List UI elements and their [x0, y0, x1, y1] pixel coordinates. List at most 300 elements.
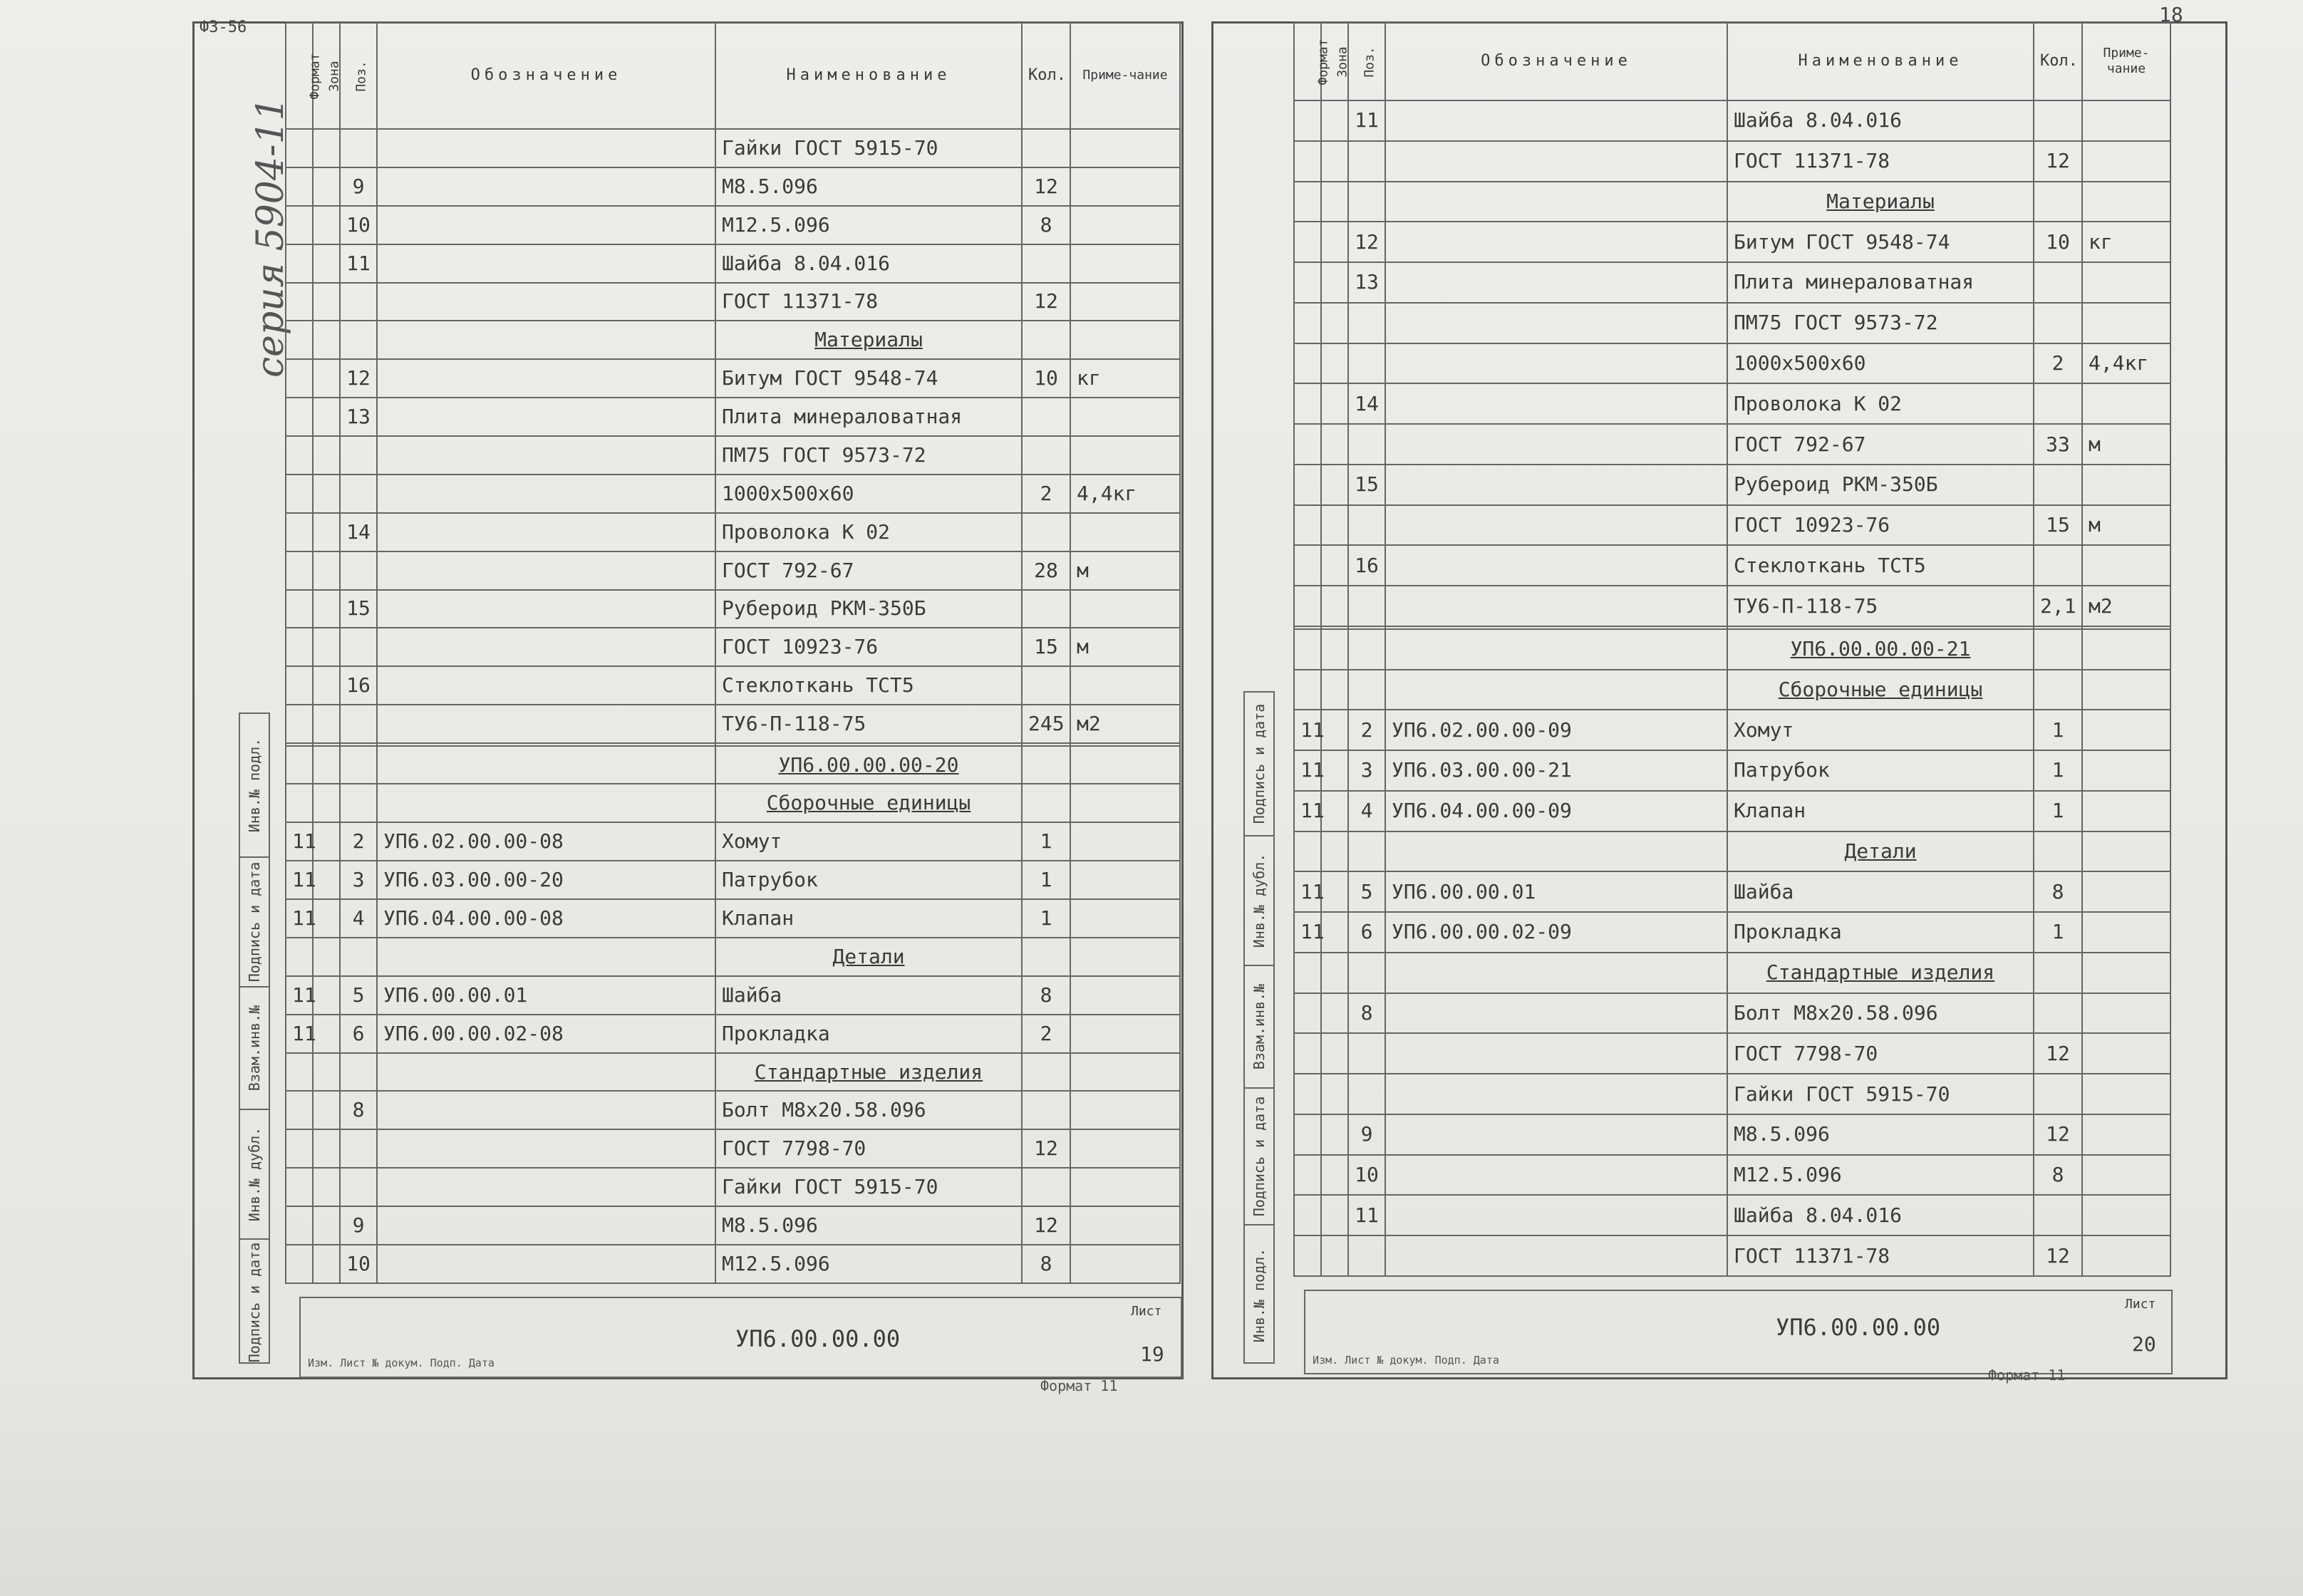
qty-cell: 12 — [2034, 1033, 2082, 1074]
qty-cell: 12 — [2034, 1235, 2082, 1276]
note-cell — [2082, 1074, 2170, 1114]
stamp-sheet-number: 20 — [2132, 1332, 2156, 1356]
format-cell — [1294, 100, 1321, 141]
designation-cell — [1385, 141, 1727, 182]
format-cell — [1294, 303, 1321, 343]
zone-cell — [1321, 262, 1348, 303]
note-cell — [2082, 993, 2170, 1034]
qty-cell — [1022, 666, 1070, 705]
side-label: Подпись и дата — [1251, 703, 1268, 824]
header-zone: Зона — [313, 22, 340, 129]
spec-row — [1294, 831, 2170, 872]
header-name: Наименование — [715, 22, 1022, 129]
spec-row — [1294, 343, 2170, 384]
qty-cell: 1 — [1022, 861, 1070, 899]
spec-row — [286, 784, 1180, 822]
designation-cell — [377, 398, 715, 436]
note-cell — [2082, 100, 2170, 141]
note-cell — [1070, 938, 1180, 976]
spec-row — [1294, 953, 2170, 993]
zone-cell — [313, 436, 340, 475]
designation-cell — [377, 1053, 715, 1092]
pos-cell: 15 — [1348, 465, 1385, 505]
side-label: Подпись и дата — [246, 1242, 263, 1363]
qty-cell — [2034, 629, 2082, 670]
spec-row — [286, 1168, 1180, 1206]
stamp-grid-labels: Изм. Лист № докум. Подп. Дата — [308, 1357, 495, 1369]
designation-cell — [377, 1168, 715, 1206]
spec-row — [1294, 424, 2170, 465]
zone-cell — [1321, 343, 1348, 384]
designation-cell — [1385, 1235, 1727, 1276]
stamp-list-label: Лист — [2125, 1297, 2156, 1312]
pos-cell: 14 — [1348, 383, 1385, 424]
name-cell: ГОСТ 7798-70 — [1727, 1033, 2034, 1074]
note-cell — [1070, 206, 1180, 244]
zone-cell — [313, 283, 340, 321]
name-cell: Рубероид РКМ-350Б — [1727, 465, 2034, 505]
qty-cell — [1022, 513, 1070, 551]
format-cell — [1294, 586, 1321, 626]
note-cell — [1070, 1206, 1180, 1245]
designation-cell — [1385, 303, 1727, 343]
format-cell: 11 — [286, 899, 313, 938]
zone-cell — [1321, 629, 1348, 670]
format-cell — [1294, 424, 1321, 465]
name-cell: Клапан — [715, 899, 1022, 938]
spec-row — [286, 513, 1180, 551]
zone-cell — [1321, 791, 1348, 831]
qty-cell — [1022, 436, 1070, 475]
designation-cell — [377, 628, 715, 666]
format-cell — [1294, 1235, 1321, 1276]
pos-cell: 13 — [1348, 262, 1385, 303]
name-cell: ТУ6-П-118-75 — [715, 705, 1022, 743]
designation-cell — [377, 321, 715, 359]
pos-cell — [1348, 303, 1385, 343]
zone-cell — [313, 475, 340, 513]
name-cell: Хомут — [715, 822, 1022, 861]
name-cell: М12.5.096 — [715, 1245, 1022, 1283]
name-cell: М12.5.096 — [1727, 1155, 2034, 1196]
pos-cell: 10 — [340, 206, 377, 244]
pos-cell: 13 — [340, 398, 377, 436]
designation-cell: УП6.02.00.00-08 — [377, 822, 715, 861]
qty-cell — [1022, 244, 1070, 283]
zone-cell — [1321, 912, 1348, 953]
designation-cell — [377, 590, 715, 628]
format-cell — [286, 436, 313, 475]
qty-cell — [2034, 465, 2082, 505]
header-qty: Кол. — [1022, 22, 1070, 129]
note-cell: м — [2082, 505, 2170, 546]
spec-row — [286, 1015, 1180, 1053]
pos-cell — [340, 628, 377, 666]
qty-cell — [1022, 938, 1070, 976]
pos-cell: 5 — [1348, 871, 1385, 912]
zone-cell — [313, 746, 340, 784]
zone-cell — [313, 1015, 340, 1053]
spec-row — [286, 359, 1180, 398]
format-cell — [286, 513, 313, 551]
format-label: Формат 11 — [1988, 1367, 2066, 1384]
qty-cell: 1 — [2034, 791, 2082, 831]
spec-row — [286, 436, 1180, 475]
format-cell — [286, 244, 313, 283]
spec-row — [1294, 222, 2170, 262]
zone-cell — [313, 1168, 340, 1206]
page-number: 18 — [2159, 3, 2183, 26]
format-cell — [1294, 1074, 1321, 1114]
name-cell: Болт М8х20.58.096 — [1727, 993, 2034, 1034]
zone-cell — [313, 590, 340, 628]
note-cell — [2082, 710, 2170, 750]
pos-cell: 10 — [1348, 1155, 1385, 1196]
pos-cell: 4 — [340, 899, 377, 938]
note-cell — [2082, 791, 2170, 831]
zone-cell — [1321, 303, 1348, 343]
pos-cell — [340, 436, 377, 475]
note-cell — [1070, 822, 1180, 861]
pos-cell — [340, 1053, 377, 1092]
pos-cell — [1348, 670, 1385, 710]
note-cell — [1070, 746, 1180, 784]
header-format: Формат — [1294, 22, 1321, 100]
zone-cell — [1321, 141, 1348, 182]
name-cell: Стеклоткань ТСТ5 — [1727, 545, 2034, 586]
zone-cell — [1321, 100, 1348, 141]
header-qty: Кол. — [2034, 22, 2082, 100]
note-cell: м — [2082, 424, 2170, 465]
format-cell — [286, 398, 313, 436]
note-cell — [2082, 1195, 2170, 1235]
spec-row — [1294, 1114, 2170, 1155]
designation-cell — [1385, 1033, 1727, 1074]
spec-row — [1294, 505, 2170, 546]
qty-cell: 1 — [2034, 710, 2082, 750]
pos-cell: 2 — [340, 822, 377, 861]
qty-cell — [1022, 1091, 1070, 1129]
note-cell — [1070, 436, 1180, 475]
spec-row — [286, 590, 1180, 628]
pos-cell — [340, 321, 377, 359]
pos-cell — [340, 705, 377, 743]
pos-cell — [340, 938, 377, 976]
note-cell — [2082, 465, 2170, 505]
spec-row — [286, 1206, 1180, 1245]
designation-cell: УП6.04.00.00-08 — [377, 899, 715, 938]
format-cell — [286, 705, 313, 743]
zone-cell — [313, 1245, 340, 1283]
zone-cell — [313, 551, 340, 590]
designation-cell — [377, 206, 715, 244]
format-cell — [286, 321, 313, 359]
designation-cell: УП6.04.00.00-09 — [1385, 791, 1727, 831]
designation-cell — [1385, 465, 1727, 505]
qty-cell — [2034, 262, 2082, 303]
zone-cell — [1321, 182, 1348, 222]
zone-cell — [313, 899, 340, 938]
zone-cell — [1321, 710, 1348, 750]
right-title-block — [1304, 1290, 2173, 1374]
format-cell — [286, 551, 313, 590]
name-cell: Клапан — [1727, 791, 2034, 831]
zone-cell — [313, 1091, 340, 1129]
zone-cell — [313, 628, 340, 666]
note-cell — [2082, 383, 2170, 424]
designation-cell — [377, 359, 715, 398]
format-cell — [286, 746, 313, 784]
spec-row — [286, 475, 1180, 513]
designation-cell — [377, 475, 715, 513]
qty-cell: 12 — [1022, 1206, 1070, 1245]
note-cell — [2082, 1155, 2170, 1196]
header-zone: Зона — [1321, 22, 1348, 100]
format-cell — [1294, 545, 1321, 586]
name-cell: Материалы — [715, 321, 1022, 359]
name-cell: ПМ75 ГОСТ 9573-72 — [715, 436, 1022, 475]
qty-cell: 12 — [1022, 167, 1070, 206]
format-cell — [286, 206, 313, 244]
qty-cell: 2,1 — [2034, 586, 2082, 626]
format-cell — [286, 1053, 313, 1092]
format-cell — [1294, 141, 1321, 182]
spec-row — [286, 283, 1180, 321]
format-cell — [286, 1245, 313, 1283]
pos-cell: 9 — [1348, 1114, 1385, 1155]
qty-cell: 8 — [1022, 976, 1070, 1015]
qty-cell — [2034, 303, 2082, 343]
spec-row — [286, 1053, 1180, 1092]
side-label: Инв.№ дубл. — [1251, 853, 1268, 948]
spec-row — [1294, 1235, 2170, 1276]
pos-cell: 11 — [1348, 1195, 1385, 1235]
spec-row — [1294, 100, 2170, 141]
qty-cell: 15 — [1022, 628, 1070, 666]
spec-row — [286, 628, 1180, 666]
zone-cell — [313, 1053, 340, 1092]
header-note: Приме-чание — [1070, 22, 1180, 129]
format-cell — [1294, 343, 1321, 384]
designation-cell — [1385, 505, 1727, 546]
zone-cell — [313, 513, 340, 551]
header-pos: Поз. — [340, 22, 377, 129]
qty-cell: 8 — [2034, 1155, 2082, 1196]
qty-cell: 10 — [1022, 359, 1070, 398]
spec-row — [1294, 791, 2170, 831]
note-cell — [1070, 1245, 1180, 1283]
note-cell: 4,4кг — [1070, 475, 1180, 513]
spec-row — [286, 206, 1180, 244]
format-cell — [286, 1168, 313, 1206]
spec-row — [286, 976, 1180, 1015]
format-cell — [286, 1091, 313, 1129]
pos-cell — [1348, 1235, 1385, 1276]
format-cell: 11 — [1294, 791, 1321, 831]
zone-cell — [313, 976, 340, 1015]
name-cell: Стандартные изделия — [715, 1053, 1022, 1092]
format-cell — [286, 129, 313, 167]
zone-cell — [1321, 1114, 1348, 1155]
corner-mark: ФЗ-56 — [200, 19, 247, 36]
format-cell — [1294, 953, 1321, 993]
zone-cell — [313, 129, 340, 167]
qty-cell: 12 — [2034, 1114, 2082, 1155]
name-cell: ГОСТ 10923-76 — [715, 628, 1022, 666]
spec-row — [286, 822, 1180, 861]
pos-cell — [1348, 953, 1385, 993]
spec-row — [1294, 262, 2170, 303]
designation-cell — [1385, 586, 1727, 626]
designation-cell — [377, 283, 715, 321]
name-cell: Гайки ГОСТ 5915-70 — [715, 1168, 1022, 1206]
qty-cell — [1022, 398, 1070, 436]
note-cell — [1070, 321, 1180, 359]
qty-cell — [2034, 670, 2082, 710]
format-cell — [1294, 222, 1321, 262]
side-label: Подпись и дата — [246, 861, 263, 983]
name-cell: Битум ГОСТ 9548-74 — [715, 359, 1022, 398]
spec-row — [1294, 750, 2170, 791]
pos-cell: 8 — [1348, 993, 1385, 1034]
zone-cell — [1321, 1033, 1348, 1074]
name-cell: Битум ГОСТ 9548-74 — [1727, 222, 2034, 262]
note-cell — [2082, 871, 2170, 912]
format-cell — [1294, 1195, 1321, 1235]
note-cell — [1070, 244, 1180, 283]
name-cell: Стандартные изделия — [1727, 953, 2034, 993]
qty-cell — [1022, 746, 1070, 784]
designation-cell — [377, 1129, 715, 1168]
stamp-code: УП6.00.00.00 — [735, 1325, 901, 1352]
name-cell: ГОСТ 7798-70 — [715, 1129, 1022, 1168]
pos-cell: 11 — [1348, 100, 1385, 141]
qty-cell — [2034, 100, 2082, 141]
left-title-block — [299, 1297, 1182, 1378]
qty-cell: 2 — [1022, 475, 1070, 513]
name-cell: Проволока К 02 — [715, 513, 1022, 551]
side-label: Инв.№ подл. — [1251, 1248, 1268, 1343]
qty-cell: 2 — [2034, 343, 2082, 384]
spec-row — [1294, 465, 2170, 505]
note-cell — [1070, 1015, 1180, 1053]
designation-cell — [377, 436, 715, 475]
note-cell — [2082, 141, 2170, 182]
note-cell — [2082, 545, 2170, 586]
qty-cell: 12 — [1022, 1129, 1070, 1168]
header-designation: Обозначение — [1385, 22, 1727, 100]
note-cell: кг — [1070, 359, 1180, 398]
format-cell — [286, 1129, 313, 1168]
qty-cell — [2034, 182, 2082, 222]
pos-cell: 9 — [340, 1206, 377, 1245]
name-cell: УП6.00.00.00-20 — [715, 746, 1022, 784]
left-side-stamp — [239, 712, 270, 1364]
pos-cell: 8 — [340, 1091, 377, 1129]
spec-row — [1294, 182, 2170, 222]
zone-cell — [313, 321, 340, 359]
format-cell: 11 — [286, 1015, 313, 1053]
format-cell — [286, 283, 313, 321]
designation-cell — [1385, 343, 1727, 384]
spec-row — [286, 398, 1180, 436]
qty-cell: 8 — [1022, 206, 1070, 244]
name-cell: М8.5.096 — [1727, 1114, 2034, 1155]
zone-cell — [313, 1129, 340, 1168]
name-cell: Прокладка — [715, 1015, 1022, 1053]
spec-row — [1294, 670, 2170, 710]
spec-row — [286, 1129, 1180, 1168]
name-cell: М8.5.096 — [715, 167, 1022, 206]
note-cell — [1070, 283, 1180, 321]
designation-cell — [377, 244, 715, 283]
note-cell: 4,4кг — [2082, 343, 2170, 384]
pos-cell — [340, 1168, 377, 1206]
side-label: Взам.инв.№ — [1251, 983, 1268, 1070]
note-cell — [2082, 1033, 2170, 1074]
pos-cell: 16 — [340, 666, 377, 705]
designation-cell — [1385, 1074, 1727, 1114]
note-cell — [1070, 1129, 1180, 1168]
spec-row — [286, 129, 1180, 167]
name-cell: Плита минераловатная — [715, 398, 1022, 436]
pos-cell: 11 — [340, 244, 377, 283]
name-cell: Сборочные единицы — [715, 784, 1022, 822]
note-cell — [1070, 1091, 1180, 1129]
pos-cell: 4 — [1348, 791, 1385, 831]
name-cell: Шайба — [1727, 871, 2034, 912]
designation-cell: УП6.03.00.00-20 — [377, 861, 715, 899]
designation-cell — [377, 784, 715, 822]
spec-row — [1294, 1033, 2170, 1074]
format-cell — [286, 666, 313, 705]
designation-cell: УП6.00.00.01 — [377, 976, 715, 1015]
qty-cell: 2 — [1022, 1015, 1070, 1053]
note-cell — [2082, 262, 2170, 303]
format-cell — [1294, 1155, 1321, 1196]
designation-cell — [1385, 222, 1727, 262]
qty-cell — [1022, 129, 1070, 167]
designation-cell: УП6.00.00.02-09 — [1385, 912, 1727, 953]
format-cell — [286, 359, 313, 398]
note-cell — [1070, 861, 1180, 899]
format-cell: 11 — [286, 861, 313, 899]
zone-cell — [313, 938, 340, 976]
pos-cell — [1348, 831, 1385, 872]
qty-cell: 1 — [1022, 899, 1070, 938]
stamp-code: УП6.00.00.00 — [1776, 1314, 1941, 1341]
designation-cell — [1385, 424, 1727, 465]
pos-cell: 3 — [340, 861, 377, 899]
left-spec-table — [285, 21, 1181, 1284]
spec-row — [286, 551, 1180, 590]
qty-cell — [2034, 545, 2082, 586]
format-cell — [286, 167, 313, 206]
format-cell — [1294, 629, 1321, 670]
pos-cell — [340, 475, 377, 513]
name-cell: Гайки ГОСТ 5915-70 — [1727, 1074, 2034, 1114]
pos-cell — [1348, 1033, 1385, 1074]
note-cell — [2082, 912, 2170, 953]
zone-cell — [313, 398, 340, 436]
zone-cell — [313, 206, 340, 244]
name-cell: ПМ75 ГОСТ 9573-72 — [1727, 303, 2034, 343]
designation-cell — [1385, 953, 1727, 993]
note-cell — [2082, 670, 2170, 710]
pos-cell: 9 — [340, 167, 377, 206]
designation-cell — [377, 746, 715, 784]
name-cell: Патрубок — [1727, 750, 2034, 791]
